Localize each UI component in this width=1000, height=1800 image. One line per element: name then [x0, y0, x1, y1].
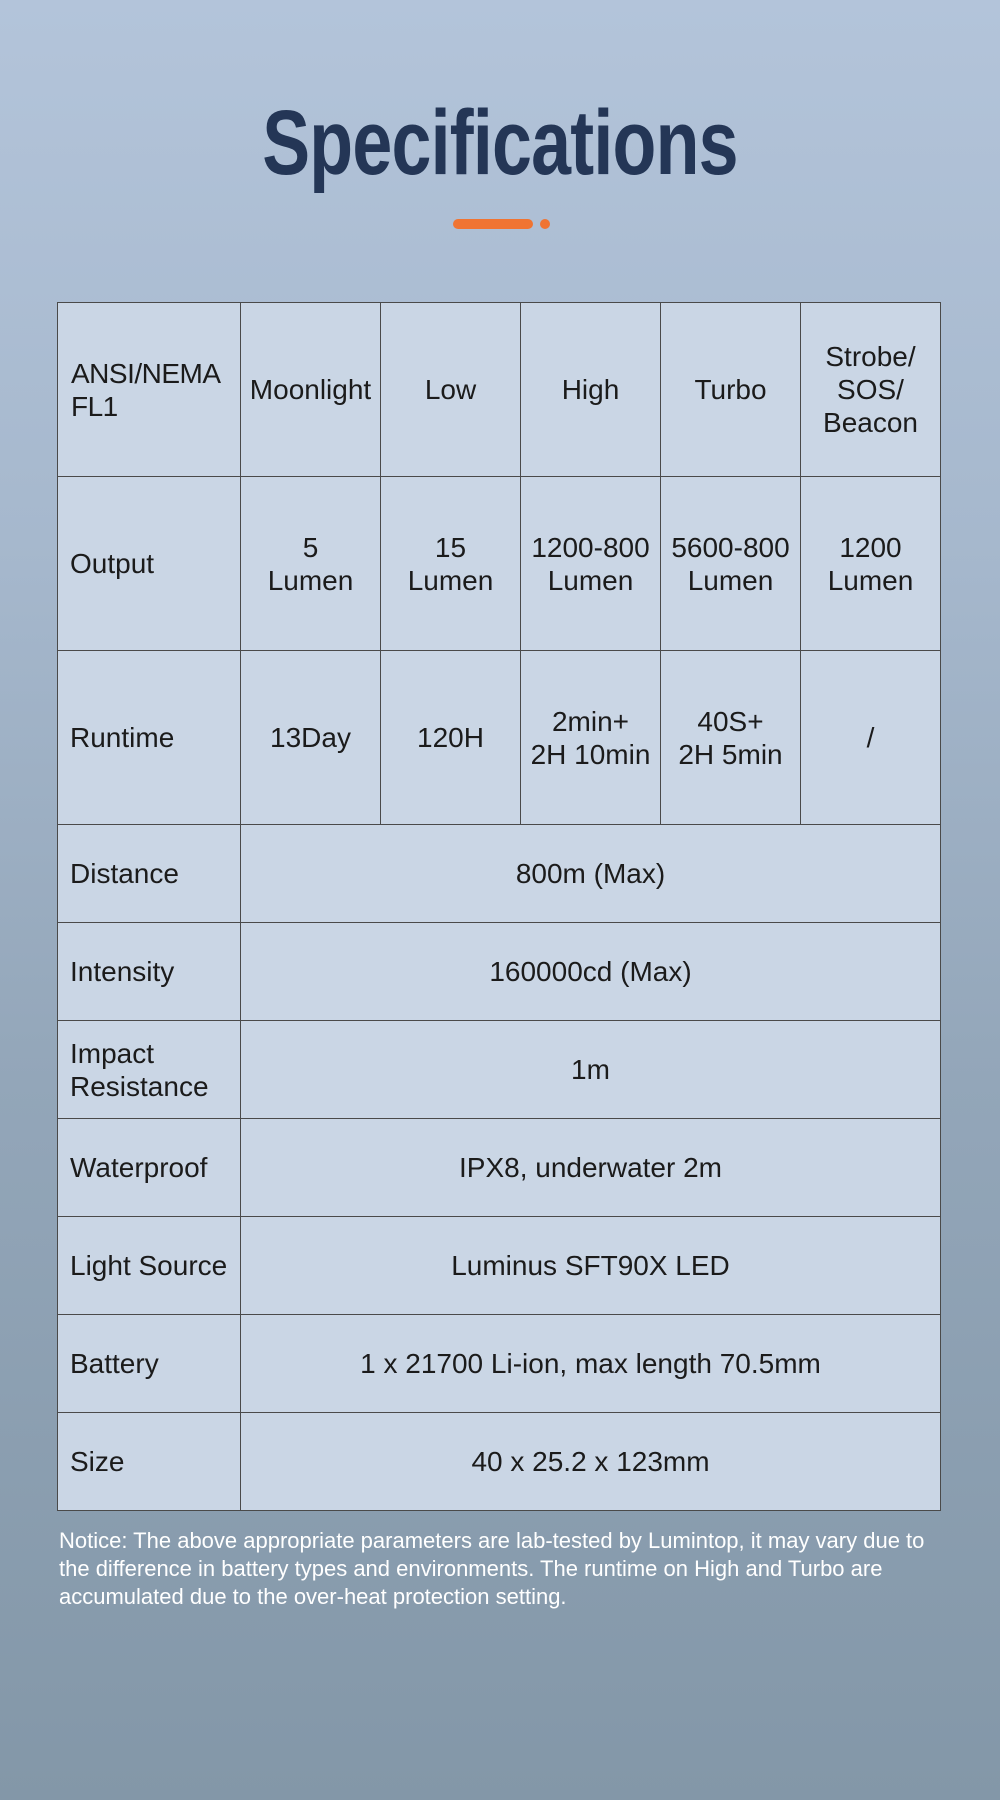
row-label: Intensity [58, 923, 241, 1021]
row-label: Size [58, 1413, 241, 1511]
row-label: Output [58, 477, 241, 651]
header-low: Low [381, 303, 521, 477]
table-row-impact-resistance [58, 1021, 941, 1119]
table-row-intensity [58, 923, 941, 1021]
row-value: 800m (Max) [241, 825, 941, 923]
runtime-moonlight: 13Day [241, 651, 381, 825]
row-label: Waterproof [58, 1119, 241, 1217]
row-value: 40 x 25.2 x 123mm [241, 1413, 941, 1511]
header-moonlight: Moonlight [241, 303, 381, 477]
header-high: High [521, 303, 661, 477]
output-high: 1200-800 Lumen [521, 477, 661, 651]
table-row-size [58, 1413, 941, 1511]
header-strobe: Strobe/ SOS/ Beacon [801, 303, 941, 477]
divider-dot [540, 219, 550, 229]
row-value: 160000cd (Max) [241, 923, 941, 1021]
title-divider [0, 218, 1000, 230]
row-value: IPX8, underwater 2m [241, 1119, 941, 1217]
page-title: Specifications [262, 92, 738, 194]
table-row-distance [58, 825, 941, 923]
output-low: 15 Lumen [381, 477, 521, 651]
runtime-strobe: / [801, 651, 941, 825]
header-standard: ANSI/NEMA FL1 [58, 303, 241, 477]
runtime-turbo: 40S+ 2H 5min [661, 651, 801, 825]
runtime-high: 2min+ 2H 10min [521, 651, 661, 825]
table-row-light-source [58, 1217, 941, 1315]
row-label: Distance [58, 825, 241, 923]
row-value: 1 x 21700 Li-ion, max length 70.5mm [241, 1315, 941, 1413]
output-moonlight: 5 Lumen [241, 477, 381, 651]
table-row-runtime [58, 651, 941, 825]
row-value: Luminus SFT90X LED [241, 1217, 941, 1315]
output-turbo: 5600-800 Lumen [661, 477, 801, 651]
row-value: 1m [241, 1021, 941, 1119]
notice-text: Notice: The above appropriate parameters are lab-tested by Lumintop, it may vary due to the difference in battery types and environments. The runtime on High and Turbo are accumulated due to the over-heat protection setting. [59, 1528, 925, 1609]
row-label: Runtime [58, 651, 241, 825]
runtime-low: 120H [381, 651, 521, 825]
row-label: Impact Resistance [58, 1021, 241, 1119]
specifications-table [57, 302, 941, 1511]
row-label: Light Source [58, 1217, 241, 1315]
table-row-output [58, 477, 941, 651]
table-row-waterproof [58, 1119, 941, 1217]
divider-bar [453, 219, 533, 229]
table-row-battery [58, 1315, 941, 1413]
header-turbo: Turbo [661, 303, 801, 477]
table-header-row [58, 303, 941, 477]
output-strobe: 1200 Lumen [801, 477, 941, 651]
row-label: Battery [58, 1315, 241, 1413]
